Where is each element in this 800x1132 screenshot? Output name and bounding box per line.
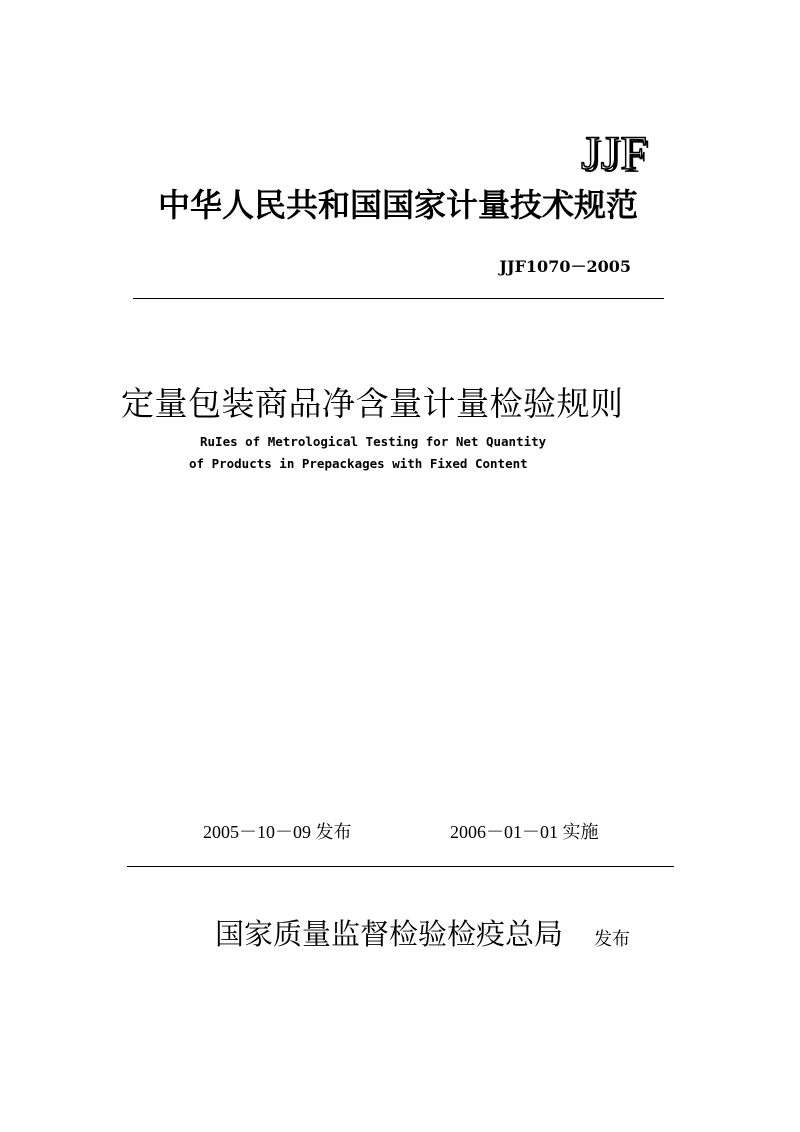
effective-date: 2006－01－01 实施 <box>450 822 599 842</box>
issuer-suffix: 发布 <box>594 929 630 950</box>
national-title: 中华人民共和国国家计量技术规范 <box>158 186 639 224</box>
issue-date: 2005－10－09 发布 <box>203 822 352 842</box>
top-divider <box>133 298 664 299</box>
jjf-logo: JJF <box>580 127 648 180</box>
standard-number: JJF1070－2005 <box>499 257 631 276</box>
issuer-name: 国家质量监督检验检疫总局 <box>215 917 564 951</box>
document-title: 定量包装商品净含量计量检验规则 <box>121 384 624 423</box>
bottom-divider <box>127 866 674 867</box>
english-title-line-2: of Products in Prepackages with Fixed Content <box>189 456 528 471</box>
english-title-line-1: RuIes of Metrological Testing for Net Quantity <box>200 434 547 449</box>
